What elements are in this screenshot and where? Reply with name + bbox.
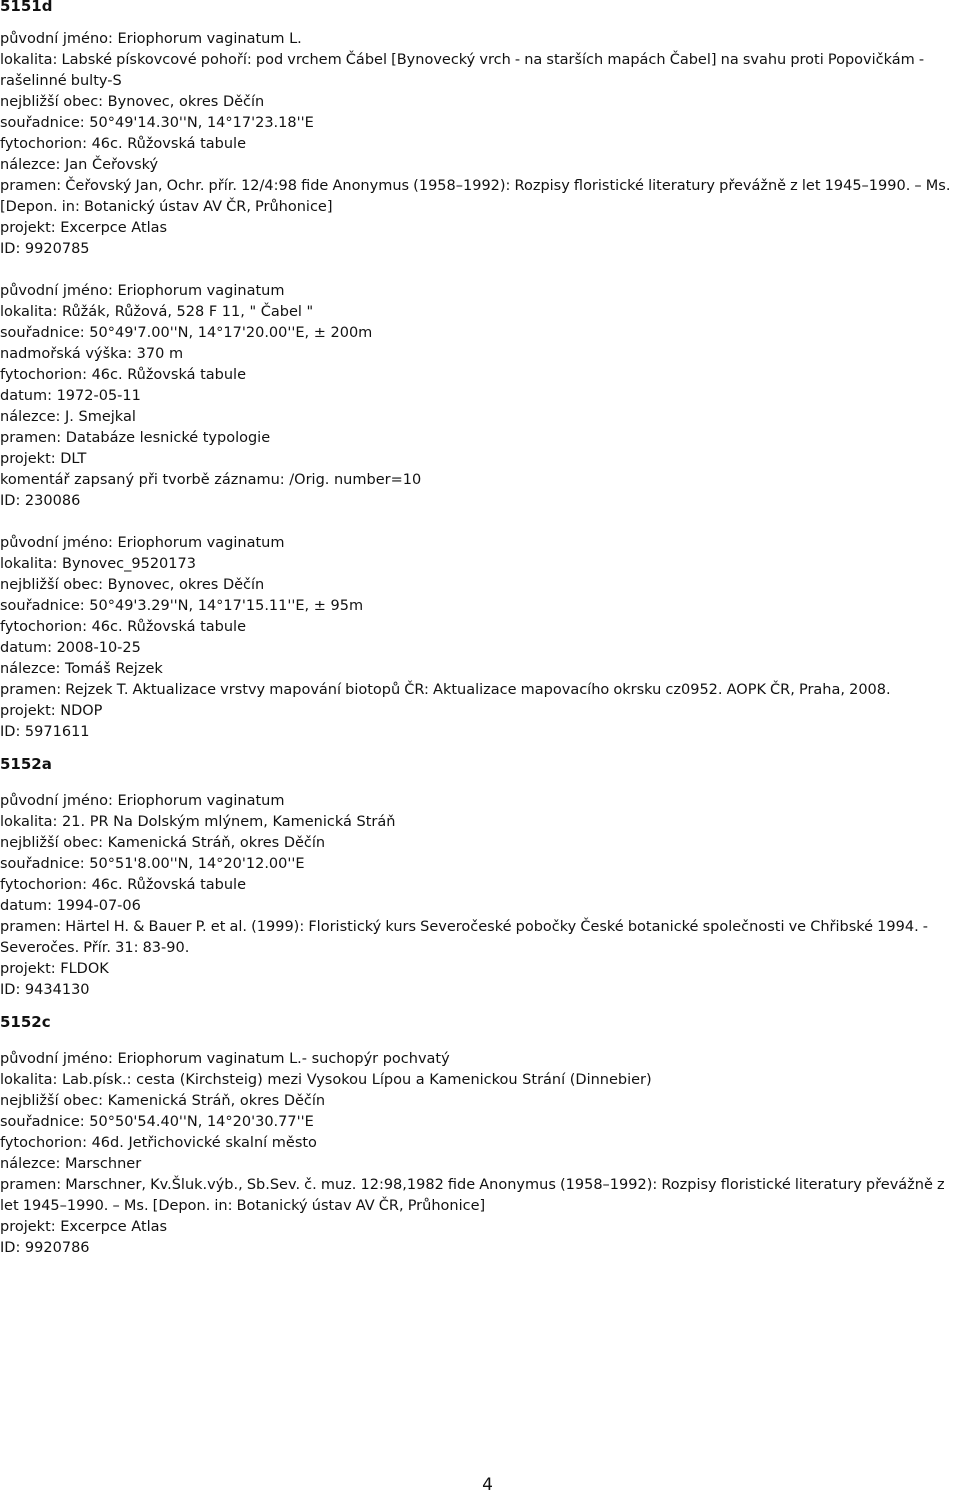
record <box>0 281 960 512</box>
record-line: pramen: Čeřovský Jan, Ochr. přír. 12/4:98 fide Anonymus (1958–1992): Rozpisy floristické literatury převážně z let 1945–1990. – Ms. [Depon. in: Botanický ústav AV ČR, Průhonice] <box>0 178 951 215</box>
record <box>0 29 960 260</box>
record-line: původní jméno: Eriophorum vaginatum <box>0 283 285 299</box>
record-line: nejbližší obec: Kamenická Stráň, okres Děčín <box>0 835 326 851</box>
record-line: komentář zapsaný při tvorbě záznamu: /Orig. number=10 <box>0 472 422 488</box>
section-heading: 5152c <box>0 1013 51 1031</box>
section <box>0 1012 960 1259</box>
record-line: datum: 2008-10-25 <box>0 640 141 656</box>
record-line: lokalita: Bynovec_9520173 <box>0 556 196 572</box>
record-line: souřadnice: 50°51'8.00''N, 14°20'12.00''E <box>0 856 305 872</box>
record-line: pramen: Härtel H. & Bauer P. et al. (1999): Floristický kurs Severočeské pobočky České botanické společnosti ve Chřibské 1994. - Severočes. Přír. 31: 83-90. <box>0 919 929 956</box>
section <box>0 0 960 743</box>
record-line: původní jméno: Eriophorum vaginatum <box>0 535 285 551</box>
record-line: souřadnice: 50°49'7.00''N, 14°17'20.00''E, ± 200m <box>0 325 373 341</box>
record <box>0 1049 960 1259</box>
record-line: ID: 9920786 <box>0 1240 90 1256</box>
record-line: projekt: Excerpce Atlas <box>0 1219 168 1235</box>
page-number: 4 <box>482 1475 493 1495</box>
section <box>0 754 960 1001</box>
record-line: ID: 5971611 <box>0 724 90 740</box>
record-line: lokalita: 21. PR Na Dolským mlýnem, Kamenická Stráň <box>0 814 396 830</box>
record-line: nejbližší obec: Bynovec, okres Děčín <box>0 577 265 593</box>
record-line: fytochorion: 46c. Růžovská tabule <box>0 136 246 152</box>
record-line: datum: 1972-05-11 <box>0 388 141 404</box>
record-line: lokalita: Růžák, Růžová, 528 F 11, " Čabel " <box>0 304 314 320</box>
record-line: nálezce: J. Smejkal <box>0 409 136 425</box>
section-heading: 5152a <box>0 755 52 773</box>
record-line: nálezce: Marschner <box>0 1156 142 1172</box>
record-line: souřadnice: 50°49'14.30''N, 14°17'23.18''E <box>0 115 314 131</box>
record-line: nadmořská výška: 370 m <box>0 346 184 362</box>
record-line: ID: 230086 <box>0 493 81 509</box>
record-line: nálezce: Jan Čeřovský <box>0 157 159 173</box>
record <box>0 791 960 1001</box>
record-line: původní jméno: Eriophorum vaginatum L.- suchopýr pochvatý <box>0 1051 450 1067</box>
record-line: původní jméno: Eriophorum vaginatum <box>0 793 285 809</box>
record-line: pramen: Databáze lesnické typologie <box>0 430 271 446</box>
record-line: projekt: DLT <box>0 451 87 467</box>
record <box>0 533 960 743</box>
record-line: souřadnice: 50°50'54.40''N, 14°20'30.77''E <box>0 1114 314 1130</box>
record-line: fytochorion: 46c. Růžovská tabule <box>0 367 246 383</box>
record-line: fytochorion: 46c. Růžovská tabule <box>0 877 246 893</box>
record-line: projekt: Excerpce Atlas <box>0 220 168 236</box>
record-line: datum: 1994-07-06 <box>0 898 141 914</box>
record-line: nejbližší obec: Bynovec, okres Děčín <box>0 94 265 110</box>
record-line: fytochorion: 46d. Jetřichovické skalní město <box>0 1135 317 1151</box>
record-line: ID: 9920785 <box>0 241 90 257</box>
record-line: původní jméno: Eriophorum vaginatum L. <box>0 31 302 47</box>
record-line: nálezce: Tomáš Rejzek <box>0 661 163 677</box>
record-line: lokalita: Lab.písk.: cesta (Kirchsteig) mezi Vysokou Lípou a Kamenickou Strání (Dinnebier) <box>0 1072 652 1088</box>
section-heading: 5151d <box>0 0 53 15</box>
record-line: souřadnice: 50°49'3.29''N, 14°17'15.11''E, ± 95m <box>0 598 364 614</box>
record-line: ID: 9434130 <box>0 982 90 998</box>
record-line: pramen: Rejzek T. Aktualizace vrstvy mapování biotopů ČR: Aktualizace mapovacího okrsku cz0952. AOPK ČR, Praha, 2008. <box>0 682 891 698</box>
record-line: projekt: FLDOK <box>0 961 109 977</box>
record-line: projekt: NDOP <box>0 703 103 719</box>
record-line: nejbližší obec: Kamenická Stráň, okres Děčín <box>0 1093 326 1109</box>
record-line: fytochorion: 46c. Růžovská tabule <box>0 619 246 635</box>
record-line: lokalita: Labské pískovcové pohoří: pod vrchem Čábel [Bynovecký vrch - na starších mapách Čabel] na svahu proti Popovičkám - rašelinné bulty-S <box>0 52 925 89</box>
record-line: pramen: Marschner, Kv.Šluk.výb., Sb.Sev. č. muz. 12:98,1982 fide Anonymus (1958–1992): Rozpisy floristické literatury převážně z let 1945–1990. – Ms. [Depon. in: Botanický ústav AV ČR, Průhonice] <box>0 1177 945 1214</box>
